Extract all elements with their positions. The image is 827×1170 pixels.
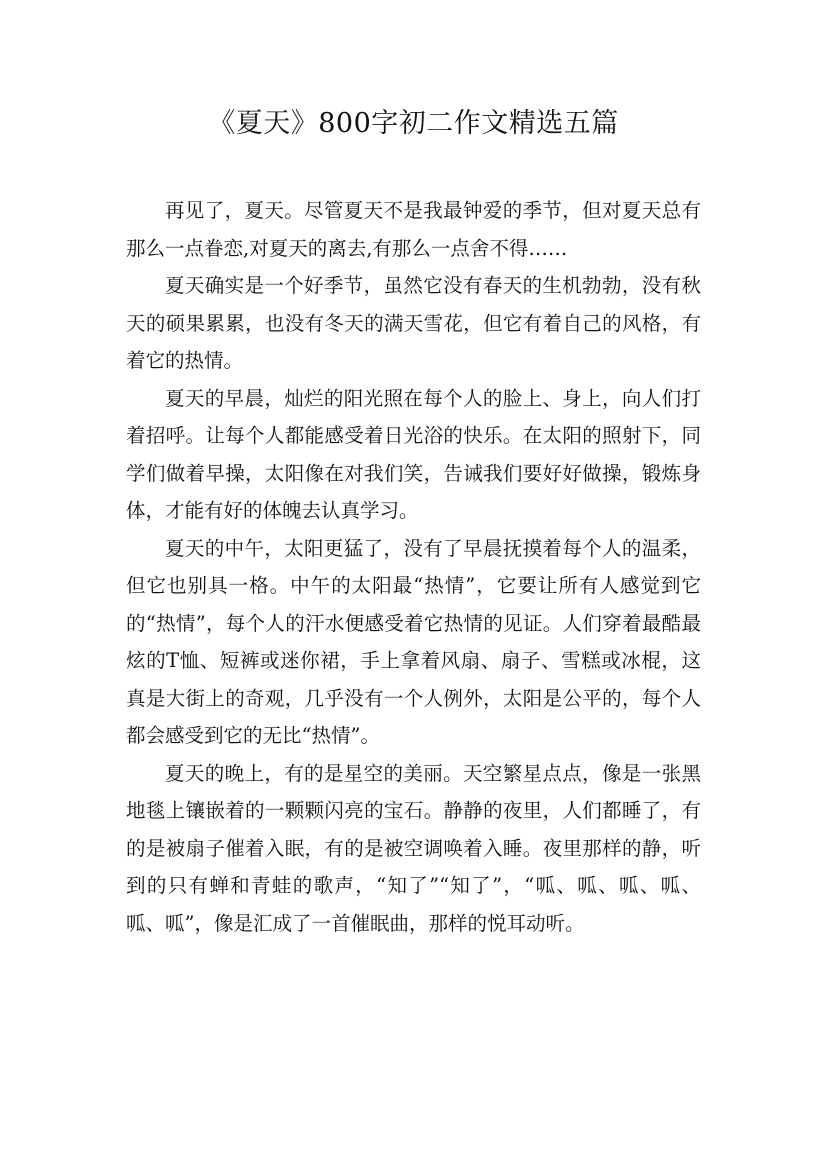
paragraph-3: 夏天的早晨，灿烂的阳光照在每个人的脸上、身上，向人们打着招呼。让每个人都能感受着日光浴的快乐。在太阳的照射下，同学们做着早操，太阳像在对我们笑，告诫我们要好好做操，锻炼身体，才能有好的体魄去认真学习。 — [126, 386, 701, 522]
paragraph-5: 夏天的晚上，有的是星空的美丽。天空繁星点点，像是一张黑地毯上镶嵌着的一颗颗闪亮的宝石。静静的夜里，人们都睡了，有的是被扇子催着入眠，有的是被空调唤着入睡。夜里那样的静，听到的只有蝉和青蛙的歌声，“知了”“知了”，“呱、呱、呱、呱、呱、呱”，像是汇成了一首催眠曲，那样的悦耳动听。 — [126, 761, 701, 935]
paragraph-2: 夏天确实是一个好季节，虽然它没有春天的生机勃勃，没有秋天的硕果累累，也没有冬天的满天雪花，但它有着自己的风格，有着它的热情。 — [126, 274, 701, 372]
document-title: 《夏天》800字初二作文精选五篇 — [208, 108, 619, 139]
paragraph-1: 再见了，夏天。尽管夏天不是我最钟爱的季节，但对夏天总有那么一点眷恋,对夏天的离去,有那么一点舍不得…… — [126, 199, 701, 260]
paragraph-4: 夏天的中午，太阳更猛了，没有了早晨抚摸着每个人的温柔，但它也别具一格。中午的太阳最“热情”，它要让所有人感觉到它的“热情”，每个人的汗水便感受着它热情的见证。人们穿着最酷最炫的T恤、短裤或迷你裙，手上拿着风扇、扇子、雪糕或冰棍，这真是大街上的奇观，几乎没有一个人例外，太阳是公平的，每个人都会感受到它的无比“热情”。 — [126, 536, 701, 747]
document-body — [126, 192, 701, 942]
